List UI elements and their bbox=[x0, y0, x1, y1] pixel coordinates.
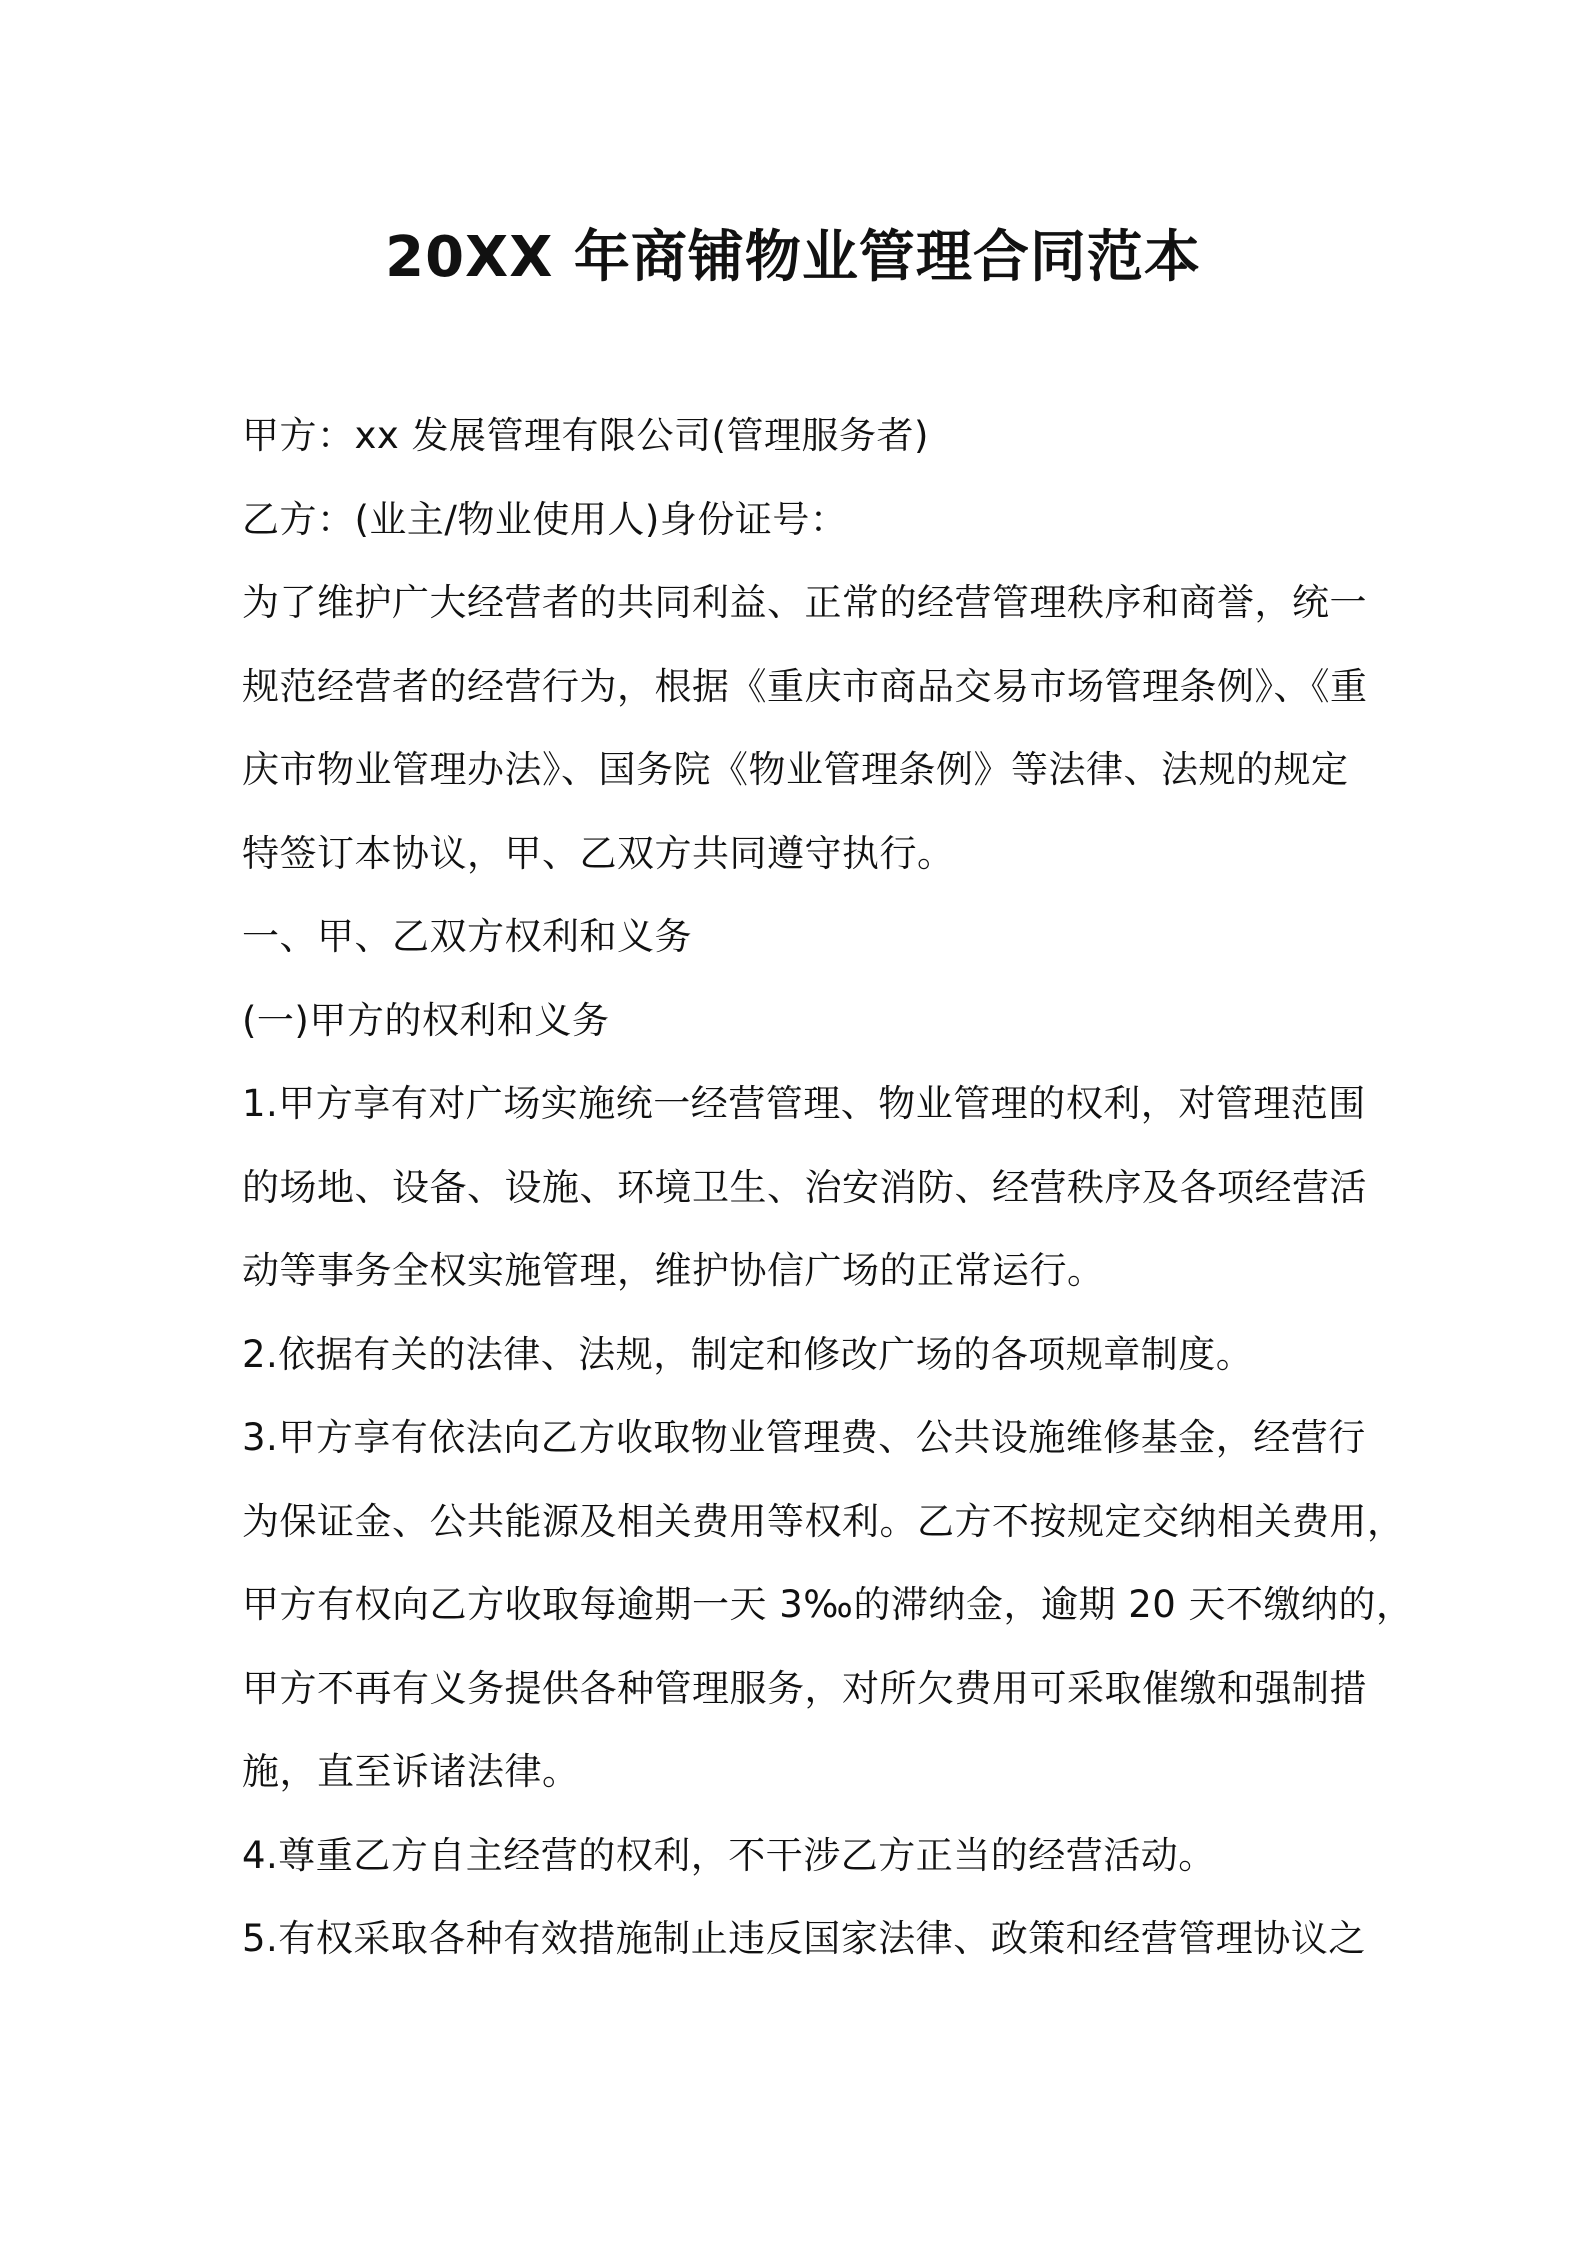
clause-line: 动等事务全权实施管理，维护协信广场的正常运行。 bbox=[242, 1249, 1105, 1292]
clause-line: 的场地、设备、设施、环境卫生、治安消防、经营秩序及各项经营活 bbox=[242, 1166, 1367, 1209]
paragraph-line: 为了维护广大经营者的共同利益、正常的经营管理秩序和商誉，统一 bbox=[242, 581, 1367, 624]
clause-line: 为保证金、公共能源及相关费用等权利。乙方不按规定交纳相关费用， bbox=[242, 1500, 1405, 1543]
clause-line: 5.有权采取各种有效措施制止违反国家法律、政策和经营管理协议之 bbox=[242, 1917, 1366, 1960]
clause-line: 施，直至诉诸法律。 bbox=[242, 1750, 580, 1793]
document-title: 20XX 年商铺物业管理合同范本 bbox=[385, 225, 1201, 290]
party-b-line: 乙方：(业主/物业使用人)身份证号： bbox=[242, 498, 848, 541]
paragraph-line: 规范经营者的经营行为，根据《重庆市商品交易市场管理条例》、《重 bbox=[242, 665, 1368, 708]
section-heading: 一、甲、乙双方权利和义务 bbox=[242, 915, 692, 958]
paragraph-line: 庆市物业管理办法》、国务院《物业管理条例》等法律、法规的规定 bbox=[242, 748, 1349, 791]
party-a-line: 甲方：xx 发展管理有限公司(管理服务者) bbox=[242, 414, 929, 457]
subsection-heading: (一)甲方的权利和义务 bbox=[242, 999, 610, 1042]
clause-line: 甲方有权向乙方收取每逾期一天 3‰的滞纳金，逾期 20 天不缴纳的， bbox=[242, 1583, 1414, 1626]
clause-line: 2.依据有关的法律、法规，制定和修改广场的各项规章制度。 bbox=[242, 1333, 1254, 1376]
clause-line: 1.甲方享有对广场实施统一经营管理、物业管理的权利，对管理范围 bbox=[242, 1082, 1366, 1125]
clause-line: 3.甲方享有依法向乙方收取物业管理费、公共设施维修基金，经营行 bbox=[242, 1416, 1366, 1459]
clause-line: 甲方不再有义务提供各种管理服务，对所欠费用可采取催缴和强制措 bbox=[242, 1667, 1367, 1710]
clause-line: 4.尊重乙方自主经营的权利，不干涉乙方正当的经营活动。 bbox=[242, 1834, 1216, 1877]
paragraph-line: 特签订本协议，甲、乙双方共同遵守执行。 bbox=[242, 832, 955, 875]
